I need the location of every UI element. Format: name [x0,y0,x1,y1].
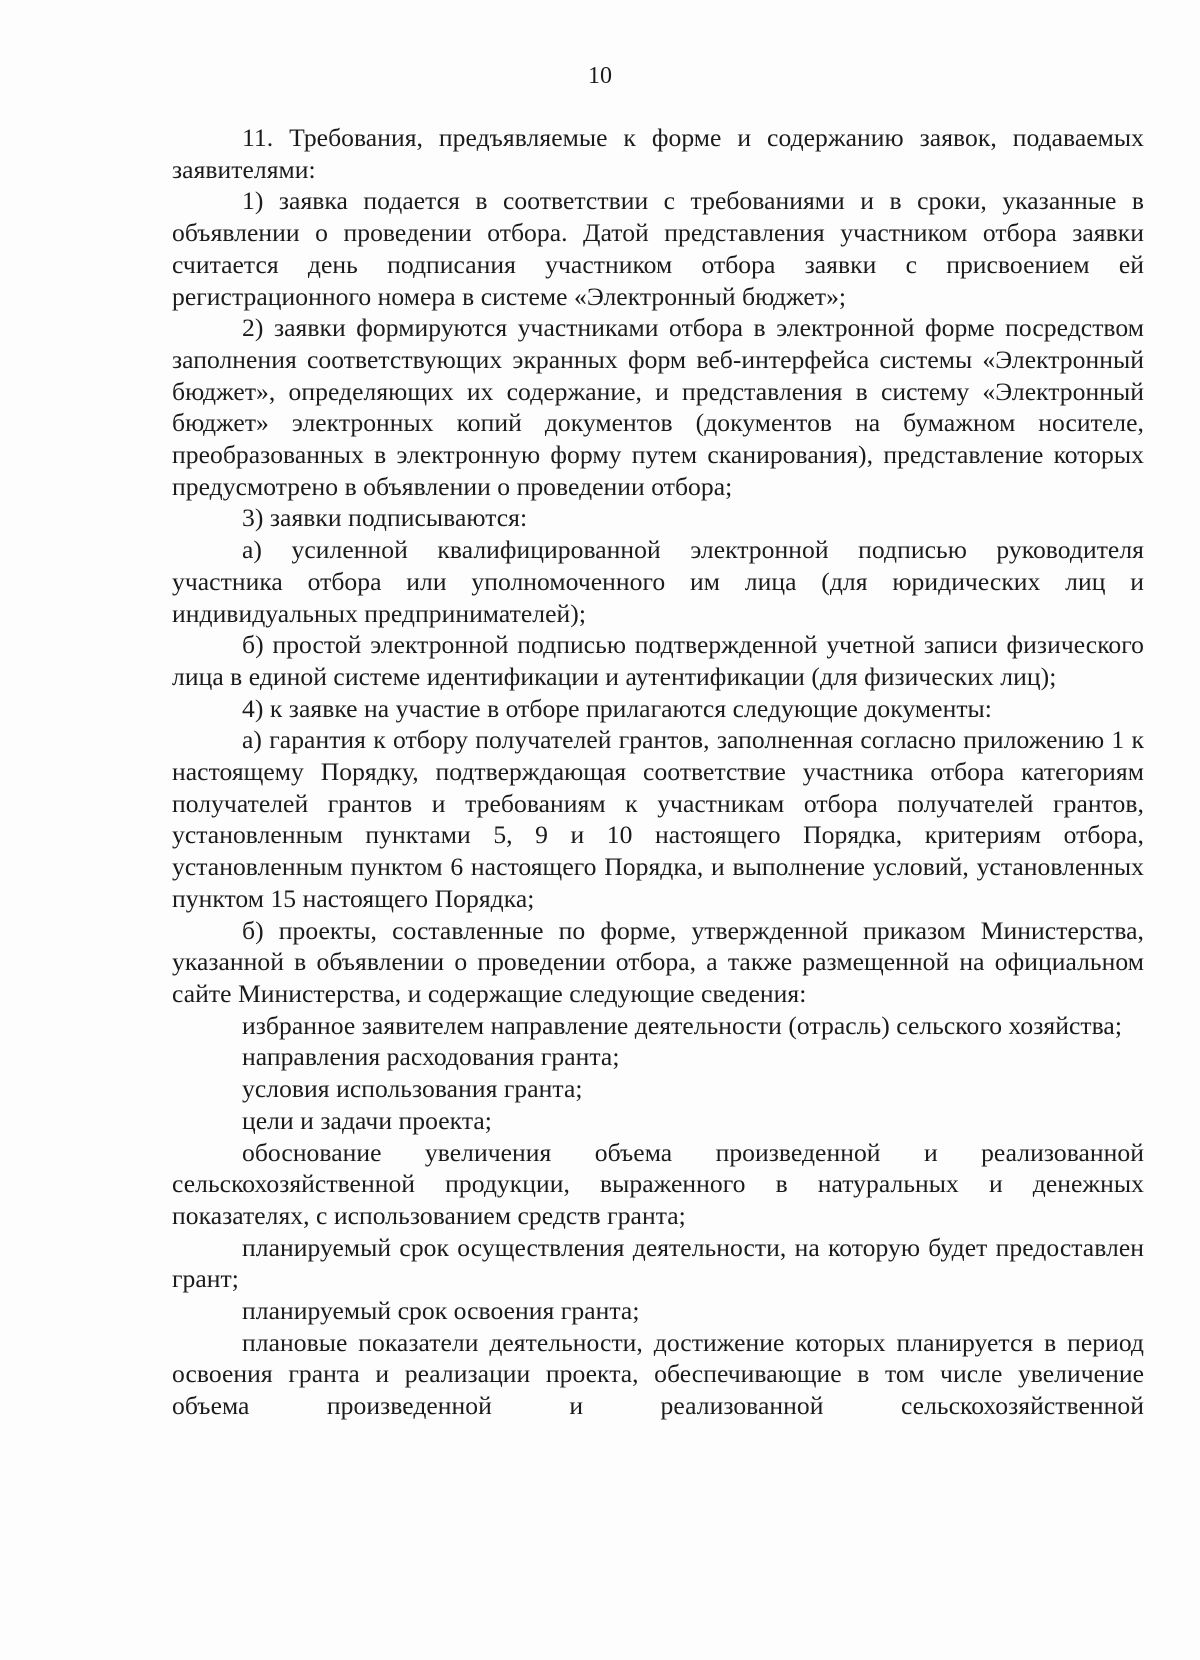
paragraph-grant-conditions: условия использования гранта; [242,1074,583,1104]
paragraph-item-4b: б) проекты, составленные по форме, утвержденной приказом Министерства, указанной в объявлении о проведении отбора, а также размещенной на официальном сайте Министерства, и содержащие следующие сведения: [172,915,1144,1008]
paragraph-requirements-heading: 11. Требования, предъявляемые к форме и содержанию заявок, подаваемых заявителями: [172,123,1144,184]
paragraph-activity-term: планируемый срок осуществления деятельности, на которую будет предоставлен грант; [172,1232,1144,1294]
paragraph-item-3a: а) усиленной квалифицированной электронной подписью руководителя участника отбора или уполномоченного им лица (для юридических лиц и индивидуальных предпринимателей); [172,535,1144,628]
paragraph-item-2: 2) заявки формируются участниками отбора в электронной форме посредством заполнения соответствующих экранных форм веб-интерфейса системы «Электронный бюджет», определяющих их содержание, и представления в систему «Электронный бюджет» электронных копий документов (документов на бумажном носителе, преобразованных в электронную форму путем сканирования), представление которых предусмотрено в объявлении о проведении отбора; [172,313,1144,501]
paragraph-item-1: 1) заявка подается в соответствии с требованиями и в сроки, указанные в объявлении о проведении отбора. Датой представления участником отбора заявки считается день подписания участником отбора заявки с присвоением ей регистрационного номера в системе «Электронный бюджет»; [172,186,1144,311]
paragraph-item-4: 4) к заявке на участие в отборе прилагаются следующие документы: [242,693,992,723]
paragraph-planned-indicators: плановые показатели деятельности, достижение которых планируется в период освоения гранта и реализации проекта, обеспечивающие в том числе увеличение объема произведенной и реализованной сельскохозяйственной [172,1327,1144,1421]
paragraph-grant-term: планируемый срок освоения гранта; [242,1296,640,1326]
paragraph-item-4a: а) гарантия к отбору получателей грантов, заполненная согласно приложению 1 к настоящему Порядку, подтверждающая соответствие участника отбора категориям получателей грантов и требованиям к участникам отбора получателей грантов, установленным пунктами 5, 9 и 10 настоящего Порядка, критериям отбора, установленным пунктом 6 настоящего Порядка, и выполнение условий, установленных пунктом 15 настоящего Порядка; [172,725,1144,913]
paragraph-item-3: 3) заявки подписываются: [242,503,528,533]
paragraph-item-3b: б) простой электронной подписью подтвержденной учетной записи физического лица в единой системе идентификации и аутентификации (для физических лиц); [172,630,1144,691]
paragraph-project-goals: цели и задачи проекта; [242,1105,492,1135]
paragraph-volume-justification: обоснование увеличения объема произведенной и реализованной сельскохозяйственной продукции, выраженного в натуральных и денежных показателях, с использованием средств гранта; [172,1137,1144,1230]
page-number: 10 [588,63,612,89]
document-body [172,122,1144,1422]
paragraph-project-direction: избранное заявителем направление деятельности (отрасль) сельского хозяйства; [242,1010,1122,1040]
paragraph-grant-spending: направления расходования гранта; [242,1042,620,1072]
